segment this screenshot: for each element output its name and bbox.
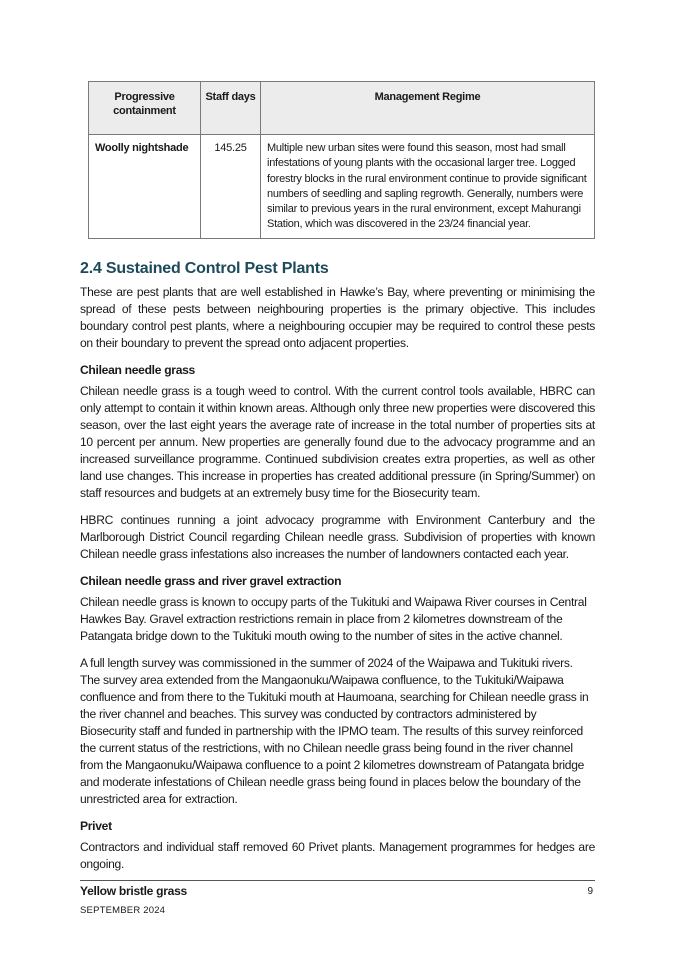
cell-staff-days: 145.25 xyxy=(201,135,261,239)
section-title: 2.4 Sustained Control Pest Plants xyxy=(80,260,329,277)
table-header-row xyxy=(89,82,595,135)
footer-divider xyxy=(80,880,595,881)
subheading-river-gravel-extraction: Chilean needle grass and river gravel extraction xyxy=(80,574,342,588)
cell-pest-name: Woolly nightshade xyxy=(89,135,201,239)
subheading-chilean-needle-grass: Chilean needle grass xyxy=(80,363,195,377)
header-management-regime: Management Regime xyxy=(261,82,595,135)
page-number: 9 xyxy=(587,886,593,897)
subheading-privet: Privet xyxy=(80,819,112,833)
table-row xyxy=(89,135,595,239)
paragraph: Chilean needle grass is a tough weed to control. With the current control tools available, HBRC can only attempt to contain it within known areas. Although only three new properties were discovered this season, over the last eight years the average rate of increase in the total number of properties sits at 10 percent per annum. New properties are generally found due to the advocacy programme and an increased surveillance programme. Continued subdivision creates extra properties, as well as other land use changes. This increase in properties has created additional pressure (in Spring/Summer) on staff resources and budgets at an extremely busy time for the Biosecurity team. xyxy=(80,384,595,500)
header-staff-days: Staff days xyxy=(201,82,261,135)
paragraph: Contractors and individual staff removed 60 Privet plants. Management programmes for hedges are ongoing. xyxy=(80,840,595,871)
paragraph: A full length survey was commissioned in the summer of 2024 of the Waipawa and Tukituki rivers. The survey area extended from the Mangaonuku/Waipawa confluence, to the Tukituki/Waipawa confluence and from there to the Tukituki mouth at Haumoana, searching for Chilean needle grass in the river channel and beaches. This survey was conducted by contractors administered by Biosecurity staff and funded in partnership with the IPMO team. The results of this survey reinforced the current status of the restrictions, with no Chilean needle grass being found in the river channel from the Mangaonuku/Waipawa confluence to a point 2 kilometres downstream of Patangata bridge and moderate infestations of Chilean needle grass being found in places below the boundary of the unrestricted area for extraction. xyxy=(80,656,589,806)
header-progressive-containment: Progressive containment xyxy=(89,82,201,135)
paragraph: HBRC continues running a joint advocacy programme with Environment Canterbury and the Marlborough District Council regarding Chilean needle grass. Subdivision of properties with known Chilean needle grass infestations also increases the number of landowners contacted each year. xyxy=(80,513,595,561)
section-content xyxy=(80,258,595,904)
cell-management-regime: Multiple new urban sites were found this season, most had small infestations of young plants with the occasional larger tree. Logged forestry blocks in the rural environment continue to provide significant numbers of seedling and sapling regrowth. Generally, numbers were similar to previous years in the rural environment, except Mahurangi Station, which was discovered in the 23/24 financial year. xyxy=(261,135,595,239)
footer-date: SEPTEMBER 2024 xyxy=(80,905,166,916)
pest-plant-table xyxy=(88,81,595,239)
subheading-yellow-bristle-grass: Yellow bristle grass xyxy=(80,884,187,898)
section-intro: These are pest plants that are well established in Hawke’s Bay, where preventing or minimising the spread of these pests between neighbouring properties is the primary objective. This includes boundary control pest plants, where a neighbouring occupier may be required to control these pests on their boundary to prevent the spread onto adjacent properties. xyxy=(80,285,595,350)
paragraph: Chilean needle grass is known to occupy parts of the Tukituki and Waipawa River courses in Central Hawkes Bay. Gravel extraction restrictions remain in place from 2 kilometres downstream of the Patangata bridge down to the Tukituki mouth owing to the number of sites in the active channel. xyxy=(80,595,587,643)
